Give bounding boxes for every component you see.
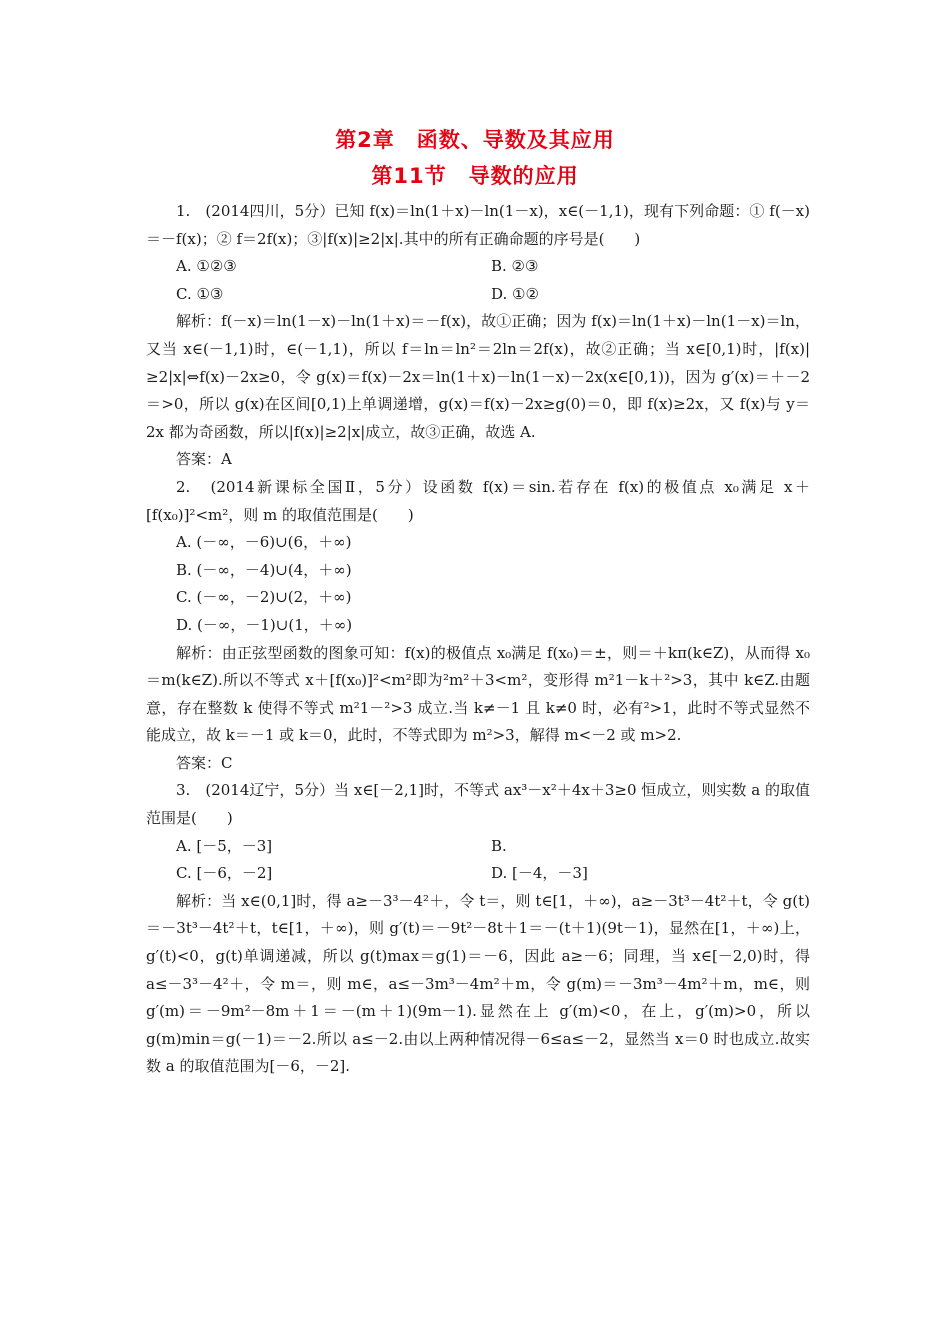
- q2-option-b: B. (－∞，－4)∪(4，＋∞): [176, 560, 352, 579]
- q2-option-a: A. (－∞，－6)∪(6，＋∞): [176, 533, 352, 552]
- q1-option-c: C. ①③: [176, 284, 224, 303]
- question-1-analysis: 解析：f(－x)＝ln(1－x)－ln(1＋x)＝－f(x)，故①正确；因为 f(x)＝ln(1＋x)－ln(1－x)＝ln，又当 x∈(－1,1)时，∈(－1,1)，所以 f＝ln＝ln²＝2ln＝2f(x)，故②正确；当 x∈[0,1)时，|f(x)|≥2|x|⇔f(x)－2x≥0，令 g(x)＝f(x)－2x＝ln(1＋x)－ln(1－x)－2x(x∈[0,1))，因为 g′(x)＝＋－2＝>0，所以 g(x)在区间[0,1)上单调递增，g(x)＝f(x)－2x≥g(0)＝0，即 f(x)≥2x，又 f(x)与 y＝2x 都为奇函数，所以|f(x)|≥2|x|成立，故③正确，故选 A.: [146, 312, 810, 441]
- question-1-answer: 答案：A: [176, 450, 232, 469]
- q1-option-d: D. ①②: [491, 284, 539, 303]
- chapter-title: 第2章 函数、导数及其应用: [335, 128, 615, 152]
- section-title: 第11节 导数的应用: [371, 164, 579, 188]
- q1-option-a: A. ①②③: [176, 257, 237, 276]
- question-2-stem: 2. (2014新课标全国Ⅱ，5分）设函数 f(x)＝sin.若存在 f(x)的极值点 x₀满足 x＋[f(x₀)]²<m²，则 m 的取值范围是( ): [146, 477, 811, 524]
- question-2-answer: 答案：C: [176, 753, 233, 772]
- q3-option-a: A. [－5，－3]: [176, 836, 273, 855]
- document-body: [146, 198, 810, 1081]
- question-3-stem: 3. (2014辽宁，5分）当 x∈[－2,1]时，不等式 ax³－x²＋4x＋3≥0 恒成立，则实数 a 的取值范围是( ): [146, 781, 810, 828]
- question-1-options: [146, 253, 810, 308]
- q2-option-c: C. (－∞，－2)∪(2，＋∞): [176, 588, 352, 607]
- question-3-analysis: 解析：当 x∈(0,1]时，得 a≥－3³－4²＋，令 t＝，则 t∈[1，＋∞)，a≥－3t³－4t²＋t，令 g(t)＝－3t³－4t²＋t，t∈[1，＋∞)，则 g′(t)＝－9t²－8t＋1＝－(t＋1)(9t－1)，显然在[1，＋∞)上，g′(t)<0，g(t)单调递减，所以 g(t)max＝g(1)＝－6，因此 a≥－6；同理，当 x∈[－2,0)时，得 a≤－3³－4²＋，令 m＝，则 m∈，a≤－3m³－4m²＋m，令 g(m)＝－3m³－4m²＋m，m∈，则 g′(m)＝－9m²－8m＋1＝－(m＋1)(9m－1).显然在上 g′(m)<0，在上，g′(m)>0，所以 g(m)min＝g(－1)＝－2.所以 a≤－2.由以上两种情况得－6≤a≤－2，显然当 x＝0 时也成立.故实数 a 的取值范围为[－6，－2].: [146, 891, 810, 1076]
- q1-option-b: B. ②③: [491, 257, 539, 276]
- question-3-options: [146, 833, 810, 888]
- question-1-stem: 1. (2014四川，5分）已知 f(x)＝ln(1＋x)－ln(1－x)，x∈(－1,1)，现有下列命题：① f(－x)＝－f(x)；② f＝2f(x)；③|f(x)|≥2|x|.其中的所有正确命题的序号是( ): [146, 202, 810, 248]
- q3-option-d: D. [－4，－3]: [491, 864, 588, 883]
- q3-option-b: B.: [491, 836, 507, 855]
- q2-option-d: D. (－∞，－1)∪(1，＋∞): [176, 615, 353, 634]
- q3-option-c: C. [－6，－2]: [176, 864, 273, 883]
- question-2-analysis: 解析：由正弦型函数的图象可知：f(x)的极值点 x₀满足 f(x₀)＝±，则＝＋kπ(k∈Z)，从而得 x₀＝m(k∈Z).所以不等式 x＋[f(x₀)]²<m²即为²m²＋3<m²，变形得 m²1－k＋²>3，其中 k∈Z.由题意，存在整数 k 使得不等式 m²1－²>3 成立.当 k≠－1 且 k≠0 时，必有²>1，此时不等式显然不能成立，故 k＝－1 或 k＝0，此时，不等式即为 m²>3，解得 m<－2 或 m>2.: [146, 643, 810, 745]
